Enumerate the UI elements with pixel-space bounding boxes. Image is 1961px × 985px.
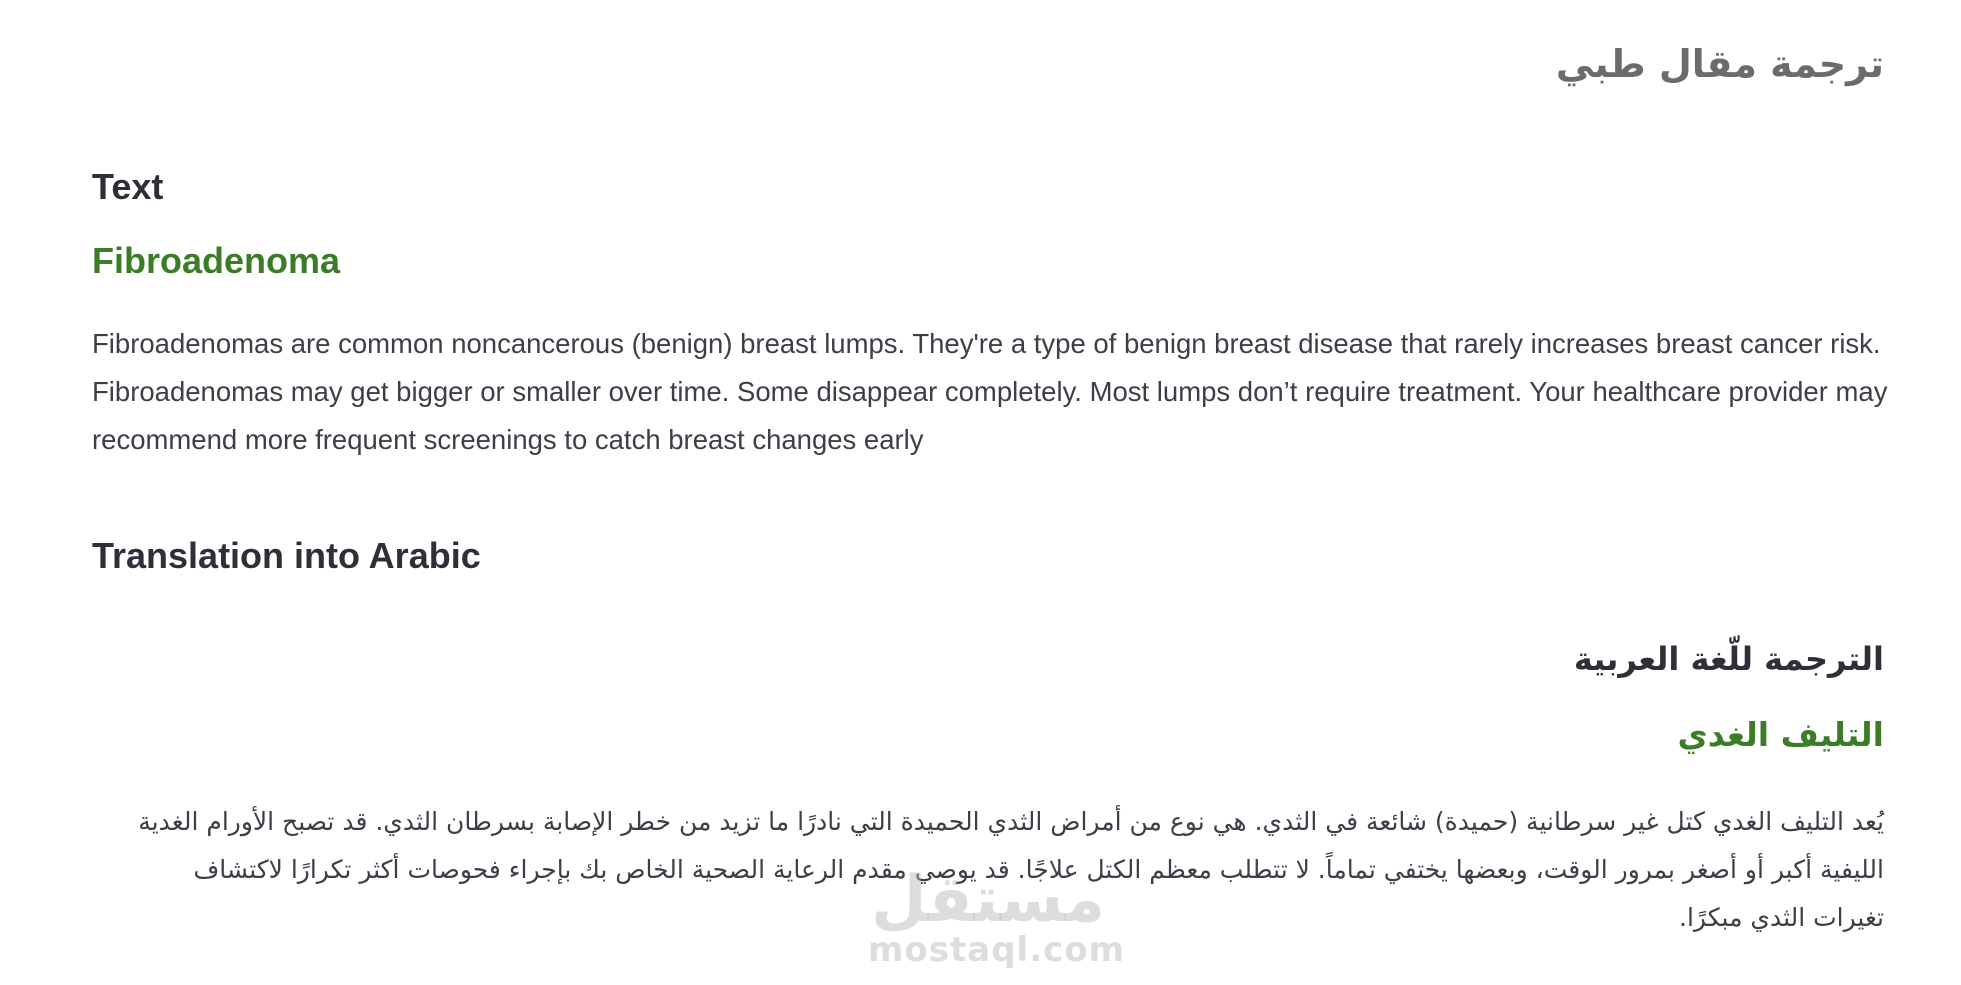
arabic-translation-heading: الترجمة للّغة العربية — [1573, 640, 1884, 678]
watermark-logo: مستقل — [870, 863, 1106, 937]
watermark-url: mostaql.com — [868, 930, 1126, 970]
arabic-article-title: التليف الغدي — [1677, 715, 1884, 754]
page-title: ترجمة مقال طبي — [1555, 42, 1884, 86]
arabic-article-body: يُعد التليف الغدي كتل غير سرطانية (حميدة) شائعة في الثدي. هي نوع من أمراض الثدي الحميدة التي نادرًا ما تزيد من خطر الإصابة بسرطان الثدي. قد تصبح الأورام الغدية الليفية أكبر أو أصغر بمرور الوقت، وبعضها يختفي تماماً. لا تتطلب معظم الكتل علاجًا. قد يوصي مقدم الرعاية الصحية الخاص بك بإجراء فحوصات أكثر تكرارًا لاكتشاف تغيرات الثدي مبكرًا. — [138, 807, 1884, 932]
source-article-body: Fibroadenomas are common noncancerous (benign) breast lumps. They're a type of benign breast disease that rarely increases breast cancer risk. Fibroadenomas may get bigger or smaller over time. Some disappear completely. Most lumps don’t require treatment. Your healthcare provider may recommend more frequent screenings to catch breast changes early — [92, 328, 1888, 455]
article-page — [92, 0, 1888, 985]
source-article-title: Fibroadenoma — [92, 240, 341, 281]
source-text-heading: Text — [92, 166, 164, 207]
translation-heading: Translation into Arabic — [92, 535, 481, 576]
